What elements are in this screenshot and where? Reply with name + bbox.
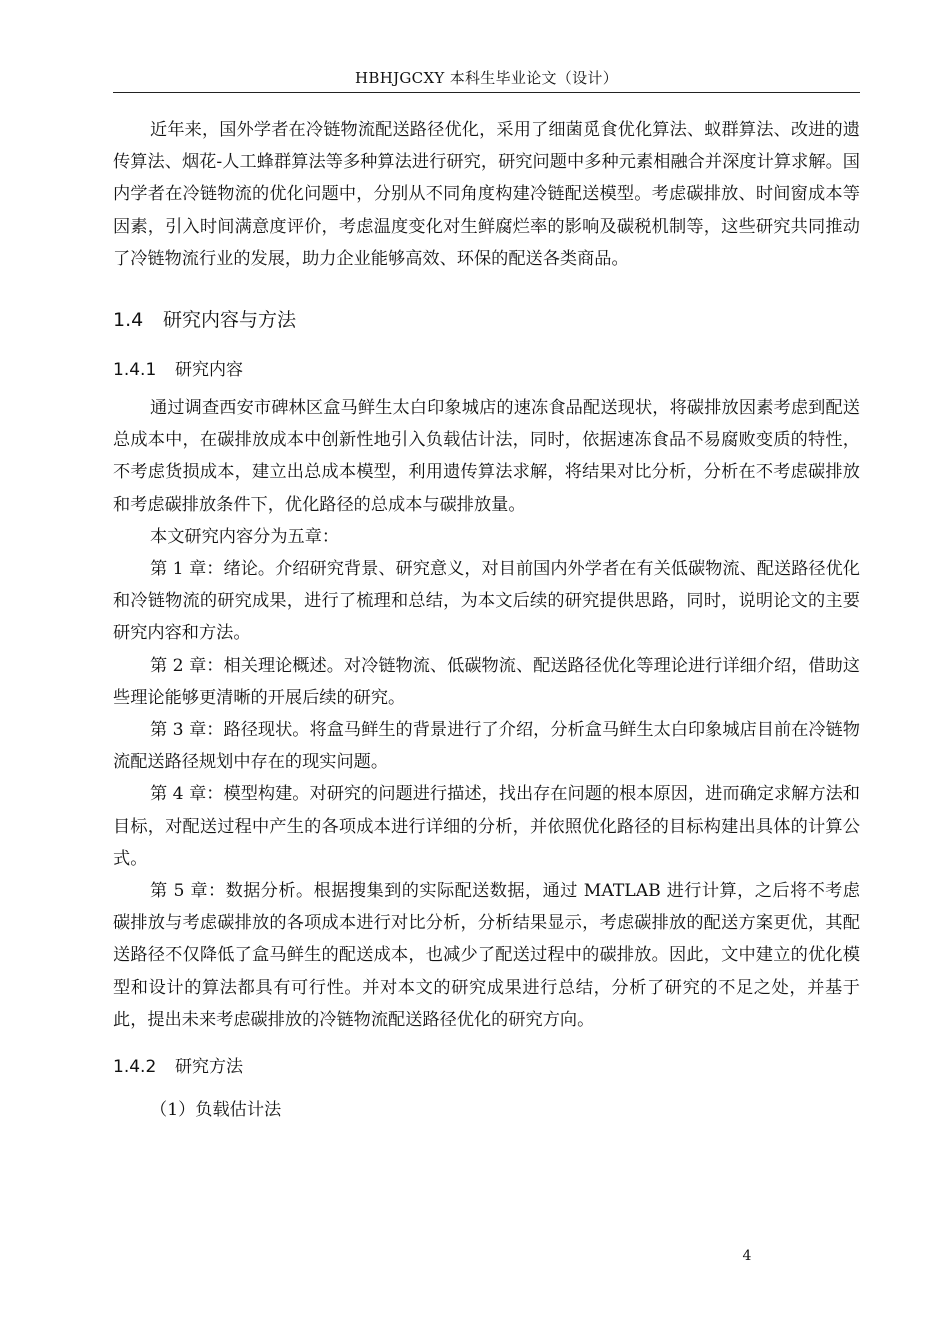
page-number: 4 (742, 1248, 752, 1264)
intro-paragraph: 近年来，国外学者在冷链物流配送路径优化，采用了细菌觅食优化算法、蚁群算法、改进的遗传算法、烟花-人工蜂群算法等多种算法进行研究，研究问题中多种元素相融合并深度计算求解。国内学者在冷链物流的优化问题中，分别从不同角度构建冷链配送模型。考虑碳排放、时间窗成本等因素，引入时间满意度评价，考虑温度变化对生鲜腐烂率的影响及碳税机制等，这些研究共同推动了冷链物流行业的发展，助力企业能够高效、环保的配送各类商品。 (113, 120, 860, 269)
research-content-body (113, 392, 860, 1036)
section-heading-1-4 (113, 305, 860, 335)
section-heading-1-4-1 (113, 355, 860, 385)
section-heading-1-4-2 (113, 1052, 860, 1082)
chapter-5-paragraph: 第 5 章：数据分析。根据搜集到的实际配送数据，通过 MATLAB 进行计算，之后将不考虑碳排放与考虑碳排放的各项成本进行对比分析，分析结果显示，考虑碳排放的配送方案更优，其配送路径不仅降低了盒马鲜生的配送成本，也减少了配送过程中的碳排放。因此，文中建立的优化模型和设计的算法都具有可行性。并对本文的研究成果进行总结，分析了研究的不足之处，并基于此，提出未来考虑碳排放的冷链物流配送路径优化的研究方向。 (113, 881, 860, 1030)
section-title: 研究内容与方法 (163, 309, 297, 332)
body-paragraph: 本文研究内容分为五章： (150, 526, 340, 547)
subsection-number: 1.4.2 (113, 1057, 157, 1078)
chapter-2-paragraph: 第 2 章：相关理论概述。对冷链物流、低碳物流、配送路径优化等理论进行详细介绍，借助这些理论能够更清晰的开展后续的研究。 (113, 655, 860, 708)
page-footer (0, 1246, 752, 1266)
subsection-number: 1.4.1 (113, 360, 157, 381)
body-paragraph: 通过调查西安市碑林区盒马鲜生太白印象城店的速冻食品配送现状，将碳排放因素考虑到配送总成本中，在碳排放成本中创新性地引入负载估计法，同时，依据速冻食品不易腐败变质的特性，不考虑货损成本，建立出总成本模型，利用遗传算法求解，将结果对比分析，分析在不考虑碳排放和考虑碳排放条件下，优化路径的总成本与碳排放量。 (113, 398, 860, 515)
main-content (113, 114, 860, 1126)
subsection-title: 研究方法 (175, 1057, 243, 1078)
header-divider (113, 92, 860, 93)
chapter-3-paragraph: 第 3 章：路径现状。将盒马鲜生的背景进行了介绍，分析盒马鲜生太白印象城店目前在冷链物流配送路径规划中存在的现实问题。 (113, 720, 860, 773)
subsection-title: 研究内容 (175, 360, 243, 381)
section-number: 1.4 (113, 309, 144, 332)
chapter-1-paragraph: 第 1 章：绪论。介绍研究背景、研究意义，对目前国内外学者在有关低碳物流、配送路径优化和冷链物流的研究成果，进行了梳理和总结，为本文后续的研究提供思路，同时，说明论文的主要研究内容和方法。 (113, 559, 860, 644)
method-item-1: （1）负载估计法 (150, 1100, 282, 1121)
chapter-4-paragraph: 第 4 章：模型构建。对研究的问题进行描述，找出存在问题的根本原因，进而确定求解方法和目标，对配送过程中产生的各项成本进行详细的分析，并依照优化路径的目标构建出具体的计算公式。 (113, 784, 860, 869)
running-header: HBHJGCXY 本科生毕业论文（设计） (354, 69, 618, 87)
